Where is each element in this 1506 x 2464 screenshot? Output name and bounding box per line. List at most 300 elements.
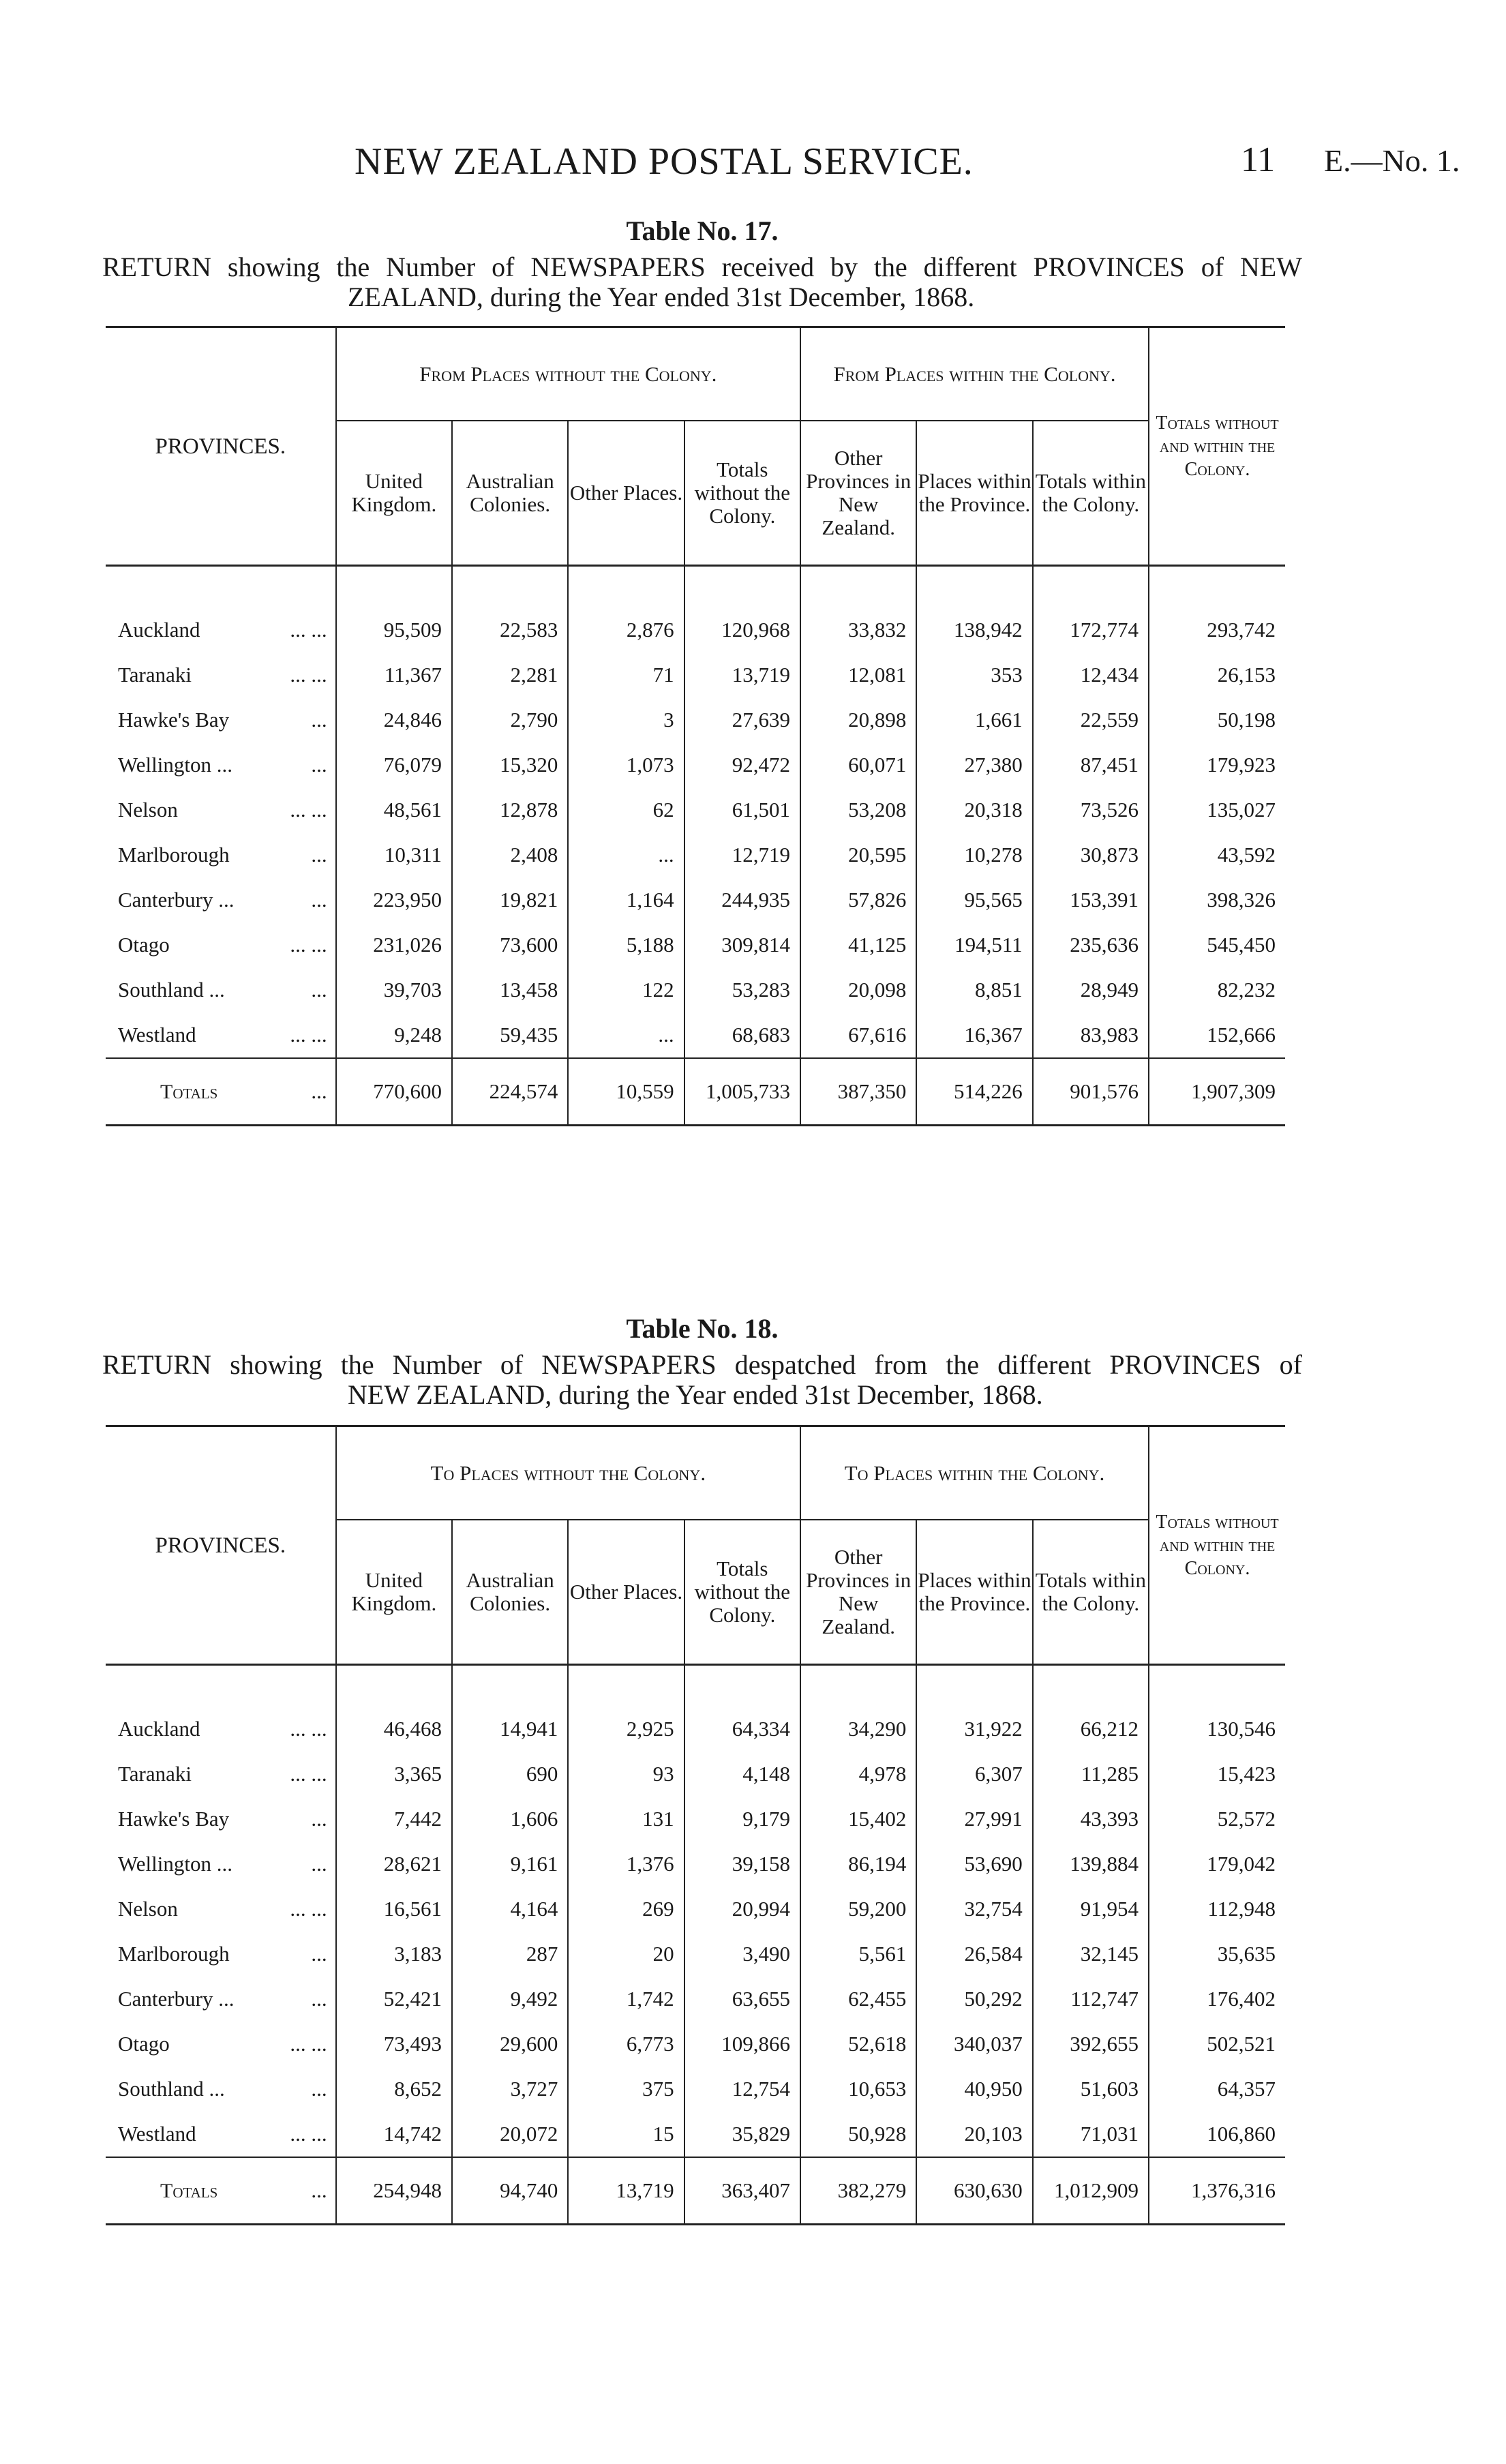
table-row	[106, 1707, 1285, 1752]
value-cell: 27,639	[684, 697, 800, 742]
value-cell: 112,948	[1149, 1887, 1285, 1932]
value-cell: 50,292	[916, 1977, 1032, 2022]
value-cell: 52,572	[1149, 1797, 1285, 1842]
column-header: Other Places.	[568, 1520, 684, 1665]
province-cell	[106, 1707, 336, 1752]
value-cell: 6,773	[568, 2022, 684, 2067]
value-cell: 13,458	[452, 967, 568, 1012]
value-cell: 4,148	[684, 1752, 800, 1797]
value-cell: 73,600	[452, 922, 568, 967]
province-cell	[106, 787, 336, 832]
value-cell: 39,158	[684, 1842, 800, 1887]
table-description-line-1: RETURN showing the Number of NEWSPAPERS despatched from the different PROVINCES of	[102, 1349, 1302, 1380]
value-cell: 690	[452, 1752, 568, 1797]
table-row	[106, 2067, 1285, 2112]
value-cell: 29,600	[452, 2022, 568, 2067]
value-cell: 1,012,909	[1033, 2157, 1149, 2225]
value-cell: 8,652	[336, 2067, 452, 2112]
value-cell: 1,742	[568, 1977, 684, 2022]
province-name: Taranaki	[118, 1762, 192, 1786]
value-cell: 34,290	[800, 1707, 916, 1752]
value-cell: 35,635	[1149, 1932, 1285, 1977]
province-cell	[106, 877, 336, 922]
value-cell: 387,350	[800, 1058, 916, 1126]
value-cell: 16,561	[336, 1887, 452, 1932]
province-name: Nelson	[118, 1897, 178, 1921]
grand-total-header: Totals without and within the Colony.	[1149, 1426, 1285, 1665]
value-cell: 9,161	[452, 1842, 568, 1887]
leader-dots: ...	[311, 1942, 327, 1966]
leader-dots: ... ...	[290, 798, 327, 822]
value-cell: 10,559	[568, 1058, 684, 1126]
value-cell: 73,493	[336, 2022, 452, 2067]
value-cell: 46,468	[336, 1707, 452, 1752]
leader-dots: ... ...	[290, 1897, 327, 1921]
province-cell	[106, 607, 336, 652]
table-row	[106, 742, 1285, 787]
value-cell: 514,226	[916, 1058, 1032, 1126]
column-header: Australian Colonies.	[452, 421, 568, 566]
value-cell: 10,278	[916, 832, 1032, 877]
value-cell: 20,994	[684, 1887, 800, 1932]
value-cell: ...	[568, 832, 684, 877]
value-cell: 9,492	[452, 1977, 568, 2022]
value-cell: 152,666	[1149, 1012, 1285, 1058]
table-17-heading	[102, 215, 1302, 312]
table-row	[106, 832, 1285, 877]
value-cell: 545,450	[1149, 922, 1285, 967]
value-cell: 14,742	[336, 2112, 452, 2157]
value-cell: 3,365	[336, 1752, 452, 1797]
province-name: Wellington ...	[118, 753, 232, 777]
table-row	[106, 1842, 1285, 1887]
value-cell: 2,790	[452, 697, 568, 742]
value-cell: 51,603	[1033, 2067, 1149, 2112]
value-cell: 95,565	[916, 877, 1032, 922]
province-cell	[106, 742, 336, 787]
table-row	[106, 2112, 1285, 2157]
leader-dots: ...	[311, 843, 327, 867]
value-cell: 7,442	[336, 1797, 452, 1842]
totals-label-cell	[106, 1058, 336, 1126]
value-cell: 59,435	[452, 1012, 568, 1058]
value-cell: 27,380	[916, 742, 1032, 787]
leader-dots: ... ...	[290, 618, 327, 642]
value-cell: 901,576	[1033, 1058, 1149, 1126]
leader-dots: ... ...	[290, 2032, 327, 2056]
value-cell: 63,655	[684, 1977, 800, 2022]
value-cell: 61,501	[684, 787, 800, 832]
page-number: 11	[1241, 140, 1276, 179]
value-cell: 11,367	[336, 652, 452, 697]
province-cell	[106, 1842, 336, 1887]
value-cell: 12,719	[684, 832, 800, 877]
value-cell: 67,616	[800, 1012, 916, 1058]
value-cell: 83,983	[1033, 1012, 1149, 1058]
value-cell: 43,592	[1149, 832, 1285, 877]
value-cell: 122	[568, 967, 684, 1012]
value-cell: 20,898	[800, 697, 916, 742]
leader-dots: ...	[311, 2077, 327, 2101]
province-name: Auckland	[118, 618, 200, 642]
province-cell	[106, 1977, 336, 2022]
table-row	[106, 652, 1285, 697]
province-name: Hawke's Bay	[118, 708, 230, 732]
value-cell: 50,198	[1149, 697, 1285, 742]
leader-dots: ...	[311, 1852, 327, 1876]
value-cell: 15,320	[452, 742, 568, 787]
value-cell: 135,027	[1149, 787, 1285, 832]
province-name: Marlborough	[118, 843, 230, 867]
province-name: Hawke's Bay	[118, 1807, 230, 1831]
value-cell: 176,402	[1149, 1977, 1285, 2022]
value-cell: 71	[568, 652, 684, 697]
totals-label: Totals	[160, 2180, 218, 2202]
value-cell: 10,653	[800, 2067, 916, 2112]
table-description-line-1: RETURN showing the Number of NEWSPAPERS received by the different PROVINCES of NEW	[102, 252, 1302, 282]
table-number: Table No. 18.	[626, 1313, 779, 1344]
value-cell: 172,774	[1033, 607, 1149, 652]
value-cell: 53,690	[916, 1842, 1032, 1887]
column-header: United Kingdom.	[336, 1520, 452, 1665]
value-cell: 287	[452, 1932, 568, 1977]
value-cell: 20,098	[800, 967, 916, 1012]
value-cell: 10,311	[336, 832, 452, 877]
leader-dots: ...	[311, 708, 327, 732]
leader-dots: ...	[311, 1987, 327, 2011]
leader-dots: ... ...	[290, 1762, 327, 1786]
table-18-heading	[102, 1312, 1302, 1410]
value-cell: 392,655	[1033, 2022, 1149, 2067]
value-cell: 235,636	[1033, 922, 1149, 967]
value-cell: 8,851	[916, 967, 1032, 1012]
column-header: Other Provinces in New Zealand.	[800, 1520, 916, 1665]
value-cell: 66,212	[1033, 1707, 1149, 1752]
province-name: Otago	[118, 2032, 170, 2056]
province-cell	[106, 1797, 336, 1842]
value-cell: 1,005,733	[684, 1058, 800, 1126]
column-header: Other Provinces in New Zealand.	[800, 421, 916, 566]
value-cell: 9,248	[336, 1012, 452, 1058]
value-cell: 20,072	[452, 2112, 568, 2157]
value-cell: 1,164	[568, 877, 684, 922]
table-row	[106, 877, 1285, 922]
province-name: Canterbury ...	[118, 1987, 235, 2011]
value-cell: 19,821	[452, 877, 568, 922]
totals-label-cell	[106, 2157, 336, 2225]
value-cell: 24,846	[336, 697, 452, 742]
grand-total-header: Totals without and within the Colony.	[1149, 327, 1285, 566]
value-cell: 82,232	[1149, 967, 1285, 1012]
value-cell: 62	[568, 787, 684, 832]
value-cell: 13,719	[684, 652, 800, 697]
value-cell: 231,026	[336, 922, 452, 967]
value-cell: 15	[568, 2112, 684, 2157]
column-header: Totals within the Colony.	[1033, 421, 1149, 566]
value-cell: 26,584	[916, 1932, 1032, 1977]
table-row	[106, 1887, 1285, 1932]
page-title: NEW ZEALAND POSTAL SERVICE.	[355, 140, 974, 183]
value-cell: 50,928	[800, 2112, 916, 2157]
value-cell: 5,188	[568, 922, 684, 967]
province-cell	[106, 1932, 336, 1977]
value-cell: 353	[916, 652, 1032, 697]
value-cell: 31,922	[916, 1707, 1032, 1752]
value-cell: 375	[568, 2067, 684, 2112]
value-cell: 20,595	[800, 832, 916, 877]
value-cell: 20,103	[916, 2112, 1032, 2157]
value-cell: 15,402	[800, 1797, 916, 1842]
value-cell: 12,754	[684, 2067, 800, 2112]
province-name: Marlborough	[118, 1942, 230, 1966]
value-cell: 2,408	[452, 832, 568, 877]
value-cell: 3,490	[684, 1932, 800, 1977]
province-cell	[106, 2067, 336, 2112]
province-name: Wellington ...	[118, 1852, 232, 1876]
value-cell: 4,164	[452, 1887, 568, 1932]
value-cell: 11,285	[1033, 1752, 1149, 1797]
value-cell: 1,606	[452, 1797, 568, 1842]
province-name: Auckland	[118, 1717, 200, 1741]
value-cell: 32,145	[1033, 1932, 1149, 1977]
leader-dots: ... ...	[290, 1023, 327, 1047]
table-row	[106, 1932, 1285, 1977]
value-cell: 9,179	[684, 1797, 800, 1842]
totals-row	[106, 1058, 1285, 1126]
province-name: Otago	[118, 933, 170, 957]
value-cell: 194,511	[916, 922, 1032, 967]
value-cell: 28,949	[1033, 967, 1149, 1012]
value-cell: 12,878	[452, 787, 568, 832]
province-name: Nelson	[118, 798, 178, 822]
value-cell: 12,434	[1033, 652, 1149, 697]
value-cell: 3,183	[336, 1932, 452, 1977]
value-cell: 223,950	[336, 877, 452, 922]
column-header: Totals within the Colony.	[1033, 1520, 1149, 1665]
value-cell: 2,876	[568, 607, 684, 652]
table-18	[106, 1425, 1285, 2225]
province-name: Taranaki	[118, 663, 192, 687]
province-name: Canterbury ...	[118, 888, 235, 912]
value-cell: 13,719	[568, 2157, 684, 2225]
value-cell: 71,031	[1033, 2112, 1149, 2157]
leader-dots: ... ...	[290, 663, 327, 687]
totals-label: Totals	[160, 1081, 218, 1103]
value-cell: 43,393	[1033, 1797, 1149, 1842]
value-cell: 244,935	[684, 877, 800, 922]
value-cell: 27,991	[916, 1797, 1032, 1842]
table-row	[106, 787, 1285, 832]
value-cell: 14,941	[452, 1707, 568, 1752]
value-cell: 112,747	[1033, 1977, 1149, 2022]
value-cell: 94,740	[452, 2157, 568, 2225]
table-description-line-2: NEW ZEALAND, during the Year ended 31st December, 1868.	[348, 1379, 1043, 1410]
leader-dots: ...	[311, 1807, 327, 1831]
value-cell: 64,334	[684, 1707, 800, 1752]
province-cell	[106, 832, 336, 877]
value-cell: 398,326	[1149, 877, 1285, 922]
value-cell: 131	[568, 1797, 684, 1842]
value-cell: 33,832	[800, 607, 916, 652]
value-cell: 76,079	[336, 742, 452, 787]
value-cell: 53,283	[684, 967, 800, 1012]
value-cell: 1,661	[916, 697, 1032, 742]
provinces-header: PROVINCES.	[155, 1533, 286, 1558]
table-description	[102, 252, 1302, 312]
province-cell	[106, 652, 336, 697]
value-cell: 32,754	[916, 1887, 1032, 1932]
table-row	[106, 1012, 1285, 1058]
value-cell: 5,561	[800, 1932, 916, 1977]
value-cell: 20,318	[916, 787, 1032, 832]
province-cell	[106, 1012, 336, 1058]
value-cell: 120,968	[684, 607, 800, 652]
value-cell: 3	[568, 697, 684, 742]
group-header-without: To Places without the Colony.	[336, 1426, 800, 1520]
value-cell: 382,279	[800, 2157, 916, 2225]
table-row	[106, 922, 1285, 967]
value-cell: 40,950	[916, 2067, 1032, 2112]
group-header-within: From Places within the Colony.	[800, 327, 1149, 421]
province-cell	[106, 2022, 336, 2067]
province-name: Southland ...	[118, 978, 225, 1002]
value-cell: 293,742	[1149, 607, 1285, 652]
column-header: Totals without the Colony.	[684, 421, 800, 566]
province-cell	[106, 1887, 336, 1932]
page-header	[0, 140, 1506, 187]
value-cell: 269	[568, 1887, 684, 1932]
table-row	[106, 967, 1285, 1012]
leader-dots: ... ...	[290, 933, 327, 957]
province-cell	[106, 967, 336, 1012]
value-cell: 12,081	[800, 652, 916, 697]
value-cell: 41,125	[800, 922, 916, 967]
value-cell: 15,423	[1149, 1752, 1285, 1797]
table-row	[106, 1752, 1285, 1797]
value-cell: 179,923	[1149, 742, 1285, 787]
value-cell: 4,978	[800, 1752, 916, 1797]
province-name: Southland ...	[118, 2077, 225, 2101]
value-cell: 52,421	[336, 1977, 452, 2022]
value-cell: 1,073	[568, 742, 684, 787]
value-cell: 28,621	[336, 1842, 452, 1887]
table-row	[106, 697, 1285, 742]
leader-dots: ...	[311, 2178, 327, 2202]
spacer-row	[106, 566, 1285, 608]
province-cell	[106, 2112, 336, 2157]
value-cell: 254,948	[336, 2157, 452, 2225]
table-description	[102, 1350, 1302, 1410]
table-17	[106, 326, 1285, 1126]
value-cell: 502,521	[1149, 2022, 1285, 2067]
value-cell: 62,455	[800, 1977, 916, 2022]
value-cell: 64,357	[1149, 2067, 1285, 2112]
leader-dots: ...	[311, 753, 327, 777]
value-cell: 630,630	[916, 2157, 1032, 2225]
document-reference: E.—No. 1.	[1324, 143, 1460, 178]
value-cell: 130,546	[1149, 1707, 1285, 1752]
value-cell: 60,071	[800, 742, 916, 787]
provinces-header: PROVINCES.	[155, 434, 286, 459]
value-cell: 2,281	[452, 652, 568, 697]
column-header: Australian Colonies.	[452, 1520, 568, 1665]
table-row	[106, 607, 1285, 652]
value-cell: 86,194	[800, 1842, 916, 1887]
value-cell: 770,600	[336, 1058, 452, 1126]
value-cell: 26,153	[1149, 652, 1285, 697]
group-header-without: From Places without the Colony.	[336, 327, 800, 421]
value-cell: 20	[568, 1932, 684, 1977]
value-cell: 106,860	[1149, 2112, 1285, 2157]
province-name: Westland	[118, 2122, 196, 2146]
table-row	[106, 1797, 1285, 1842]
value-cell: 35,829	[684, 2112, 800, 2157]
value-cell: 1,907,309	[1149, 1058, 1285, 1126]
table-number: Table No. 17.	[626, 215, 779, 246]
spacer-row	[106, 1665, 1285, 1707]
leader-dots: ... ...	[290, 2122, 327, 2146]
leader-dots: ...	[311, 1079, 327, 1103]
leader-dots: ... ...	[290, 1717, 327, 1741]
value-cell: 48,561	[336, 787, 452, 832]
value-cell: 363,407	[684, 2157, 800, 2225]
value-cell: 179,042	[1149, 1842, 1285, 1887]
column-header: Places within the Province.	[916, 1520, 1032, 1665]
province-name: Westland	[118, 1023, 196, 1047]
table-description-line-2: ZEALAND, during the Year ended 31st December, 1868.	[348, 282, 975, 312]
value-cell: 340,037	[916, 2022, 1032, 2067]
value-cell: 2,925	[568, 1707, 684, 1752]
table-row	[106, 2022, 1285, 2067]
value-cell: 138,942	[916, 607, 1032, 652]
table-row	[106, 1977, 1285, 2022]
value-cell: 309,814	[684, 922, 800, 967]
value-cell: 22,583	[452, 607, 568, 652]
value-cell: 16,367	[916, 1012, 1032, 1058]
province-cell	[106, 697, 336, 742]
province-cell	[106, 1752, 336, 1797]
value-cell: 92,472	[684, 742, 800, 787]
value-cell: 22,559	[1033, 697, 1149, 742]
value-cell: 52,618	[800, 2022, 916, 2067]
value-cell: 6,307	[916, 1752, 1032, 1797]
column-header: Other Places.	[568, 421, 684, 566]
group-header-within: To Places within the Colony.	[800, 1426, 1149, 1520]
value-cell: ...	[568, 1012, 684, 1058]
province-cell	[106, 922, 336, 967]
value-cell: 59,200	[800, 1887, 916, 1932]
leader-dots: ...	[311, 978, 327, 1002]
value-cell: 30,873	[1033, 832, 1149, 877]
leader-dots: ...	[311, 888, 327, 912]
value-cell: 53,208	[800, 787, 916, 832]
value-cell: 91,954	[1033, 1887, 1149, 1932]
value-cell: 93	[568, 1752, 684, 1797]
value-cell: 87,451	[1033, 742, 1149, 787]
column-header: United Kingdom.	[336, 421, 452, 566]
value-cell: 39,703	[336, 967, 452, 1012]
value-cell: 57,826	[800, 877, 916, 922]
column-header: Totals without the Colony.	[684, 1520, 800, 1665]
value-cell: 139,884	[1033, 1842, 1149, 1887]
value-cell: 73,526	[1033, 787, 1149, 832]
value-cell: 153,391	[1033, 877, 1149, 922]
value-cell: 3,727	[452, 2067, 568, 2112]
column-header: Places within the Province.	[916, 421, 1032, 566]
totals-row	[106, 2157, 1285, 2225]
value-cell: 109,866	[684, 2022, 800, 2067]
value-cell: 95,509	[336, 607, 452, 652]
